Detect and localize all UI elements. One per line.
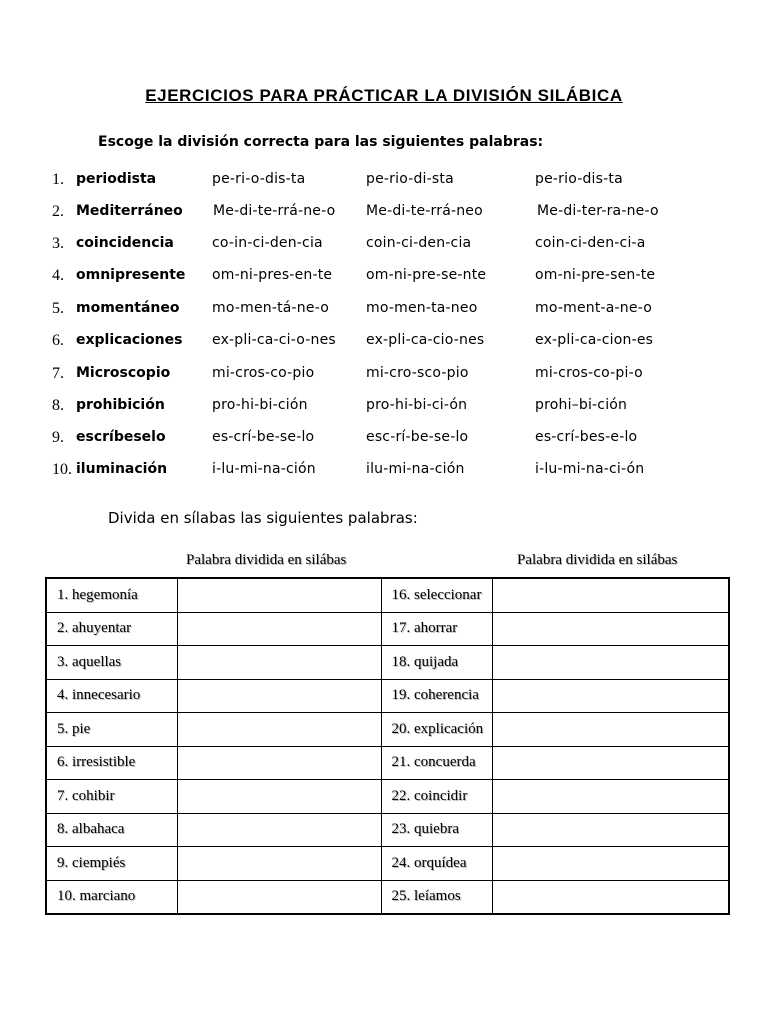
question-row [0,365,768,389]
answer-cell[interactable] [177,780,381,814]
question-row [0,171,768,195]
table-row [46,612,729,646]
question-number: 6. [52,332,64,349]
question-word: prohibición [76,397,165,413]
table-row [46,880,729,914]
answer-cell[interactable] [177,847,381,881]
question-word: Mediterráneo [76,203,183,219]
syllable-table [45,577,730,915]
table-header-right: Palabra dividida en silábas [517,552,678,568]
answer-cell[interactable] [177,746,381,780]
question-row [0,203,768,227]
answer-option: co-in-ci-den-cia [212,235,323,251]
answer-option: es-crí-be-se-lo [212,429,315,445]
answer-option: prohi–bi-ción [535,397,628,413]
table-row [46,578,729,612]
question-number: 2. [52,203,64,220]
question-row [0,397,768,421]
answer-option: pe-rio-di-sta [366,171,454,187]
word-cell: 8. albahaca [46,813,177,847]
table-row [46,646,729,680]
word-cell: 10. marciano [46,880,177,914]
table-header-left: Palabra dividida en silábas [186,552,347,568]
question-word: momentáneo [76,300,180,316]
answer-cell[interactable] [492,612,729,646]
answer-cell[interactable] [177,813,381,847]
answer-option: Me-di-ter-ra-ne-o [537,203,659,219]
table-row [46,847,729,881]
answer-option: om-ni-pre-sen-te [535,267,656,283]
word-cell: 16. seleccionar [381,578,492,612]
instruction-multiple-choice: Escoge la división correcta para las siguientes palabras: [98,134,544,150]
question-word: explicaciones [76,332,183,348]
word-cell: 1. hegemonía [46,578,177,612]
answer-cell[interactable] [492,780,729,814]
answer-option: Me-di-te-rrá-ne-o [213,203,336,219]
answer-option: om-ni-pres-en-te [212,267,333,283]
word-cell: 19. coherencia [381,679,492,713]
word-cell: 25. leíamos [381,880,492,914]
answer-cell[interactable] [492,646,729,680]
question-row [0,235,768,259]
answer-option: i-lu-mi-na-ción [212,461,316,477]
answer-option: ex-pli-ca-cio-nes [366,332,485,348]
word-cell: 6. irresistible [46,746,177,780]
answer-cell[interactable] [492,578,729,612]
answer-cell[interactable] [177,880,381,914]
question-word: escríbeselo [76,429,166,445]
table-row [46,679,729,713]
question-word: coincidencia [76,235,174,251]
answer-option: Me-di-te-rrá-neo [366,203,483,219]
table-row [46,813,729,847]
word-cell: 23. quiebra [381,813,492,847]
answer-option: ex-pli-ca-ci-o-nes [212,332,336,348]
answer-option: pro-hi-bi-ción [212,397,308,413]
question-number: 9. [52,429,64,446]
answer-cell[interactable] [177,646,381,680]
table-row [46,780,729,814]
answer-option: mo-men-ta-neo [366,300,478,316]
word-cell: 20. explicación [381,713,492,747]
question-word: periodista [76,171,157,187]
answer-cell[interactable] [492,847,729,881]
answer-option: mo-men-tá-ne-o [212,300,329,316]
answer-cell[interactable] [492,679,729,713]
word-cell: 17. ahorrar [381,612,492,646]
word-cell: 7. cohibir [46,780,177,814]
question-row [0,332,768,356]
word-cell: 18. quijada [381,646,492,680]
question-number: 3. [52,235,64,252]
instruction-divide: Divida en sílabas las siguientes palabras: [108,509,418,527]
word-cell: 3. aquellas [46,646,177,680]
answer-cell[interactable] [177,713,381,747]
answer-option: mi-cros-co-pio [212,365,315,381]
answer-cell[interactable] [492,813,729,847]
answer-cell[interactable] [492,713,729,747]
table-row [46,746,729,780]
answer-option: pe-ri-o-dis-ta [212,171,306,187]
answer-option: i-lu-mi-na-ci-ón [535,461,645,477]
question-word: iluminación [76,461,168,477]
answer-option: om-ni-pre-se-nte [366,267,487,283]
word-cell: 4. innecesario [46,679,177,713]
answer-option: es-crí-bes-e-lo [535,429,638,445]
answer-cell[interactable] [177,612,381,646]
answer-option: ex-pli-ca-cion-es [535,332,654,348]
question-number: 8. [52,397,64,414]
question-number: 10. [52,461,72,478]
question-row [0,300,768,324]
answer-option: mi-cros-co-pi-o [535,365,643,381]
question-word: Microscopio [76,365,171,381]
word-cell: 9. ciempiés [46,847,177,881]
word-cell: 21. concuerda [381,746,492,780]
answer-cell[interactable] [492,880,729,914]
answer-option: esc-rí-be-se-lo [366,429,469,445]
question-row [0,429,768,453]
question-word: omnipresente [76,267,186,283]
question-number: 4. [52,267,64,284]
answer-cell[interactable] [492,746,729,780]
table-row [46,713,729,747]
question-row [0,267,768,291]
answer-option: mo-ment-a-ne-o [535,300,652,316]
word-cell: 5. pie [46,713,177,747]
answer-option: mi-cro-sco-pio [366,365,469,381]
answer-option: pe-rio-dis-ta [535,171,623,187]
question-number: 7. [52,365,64,382]
question-number: 5. [52,300,64,317]
word-cell: 24. orquídea [381,847,492,881]
question-row [0,461,768,485]
question-number: 1. [52,171,64,188]
word-cell: 22. coincidir [381,780,492,814]
answer-option: ilu-mi-na-ción [366,461,465,477]
answer-option: pro-hi-bi-ci-ón [366,397,468,413]
answer-option: coin-ci-den-ci-a [535,235,646,251]
answer-cell[interactable] [177,578,381,612]
answer-cell[interactable] [177,679,381,713]
word-cell: 2. ahuyentar [46,612,177,646]
page-title: EJERCICIOS PARA PRÁCTICAR LA DIVISIÓN SILÁBICA [145,86,623,105]
answer-option: coin-ci-den-cia [366,235,472,251]
